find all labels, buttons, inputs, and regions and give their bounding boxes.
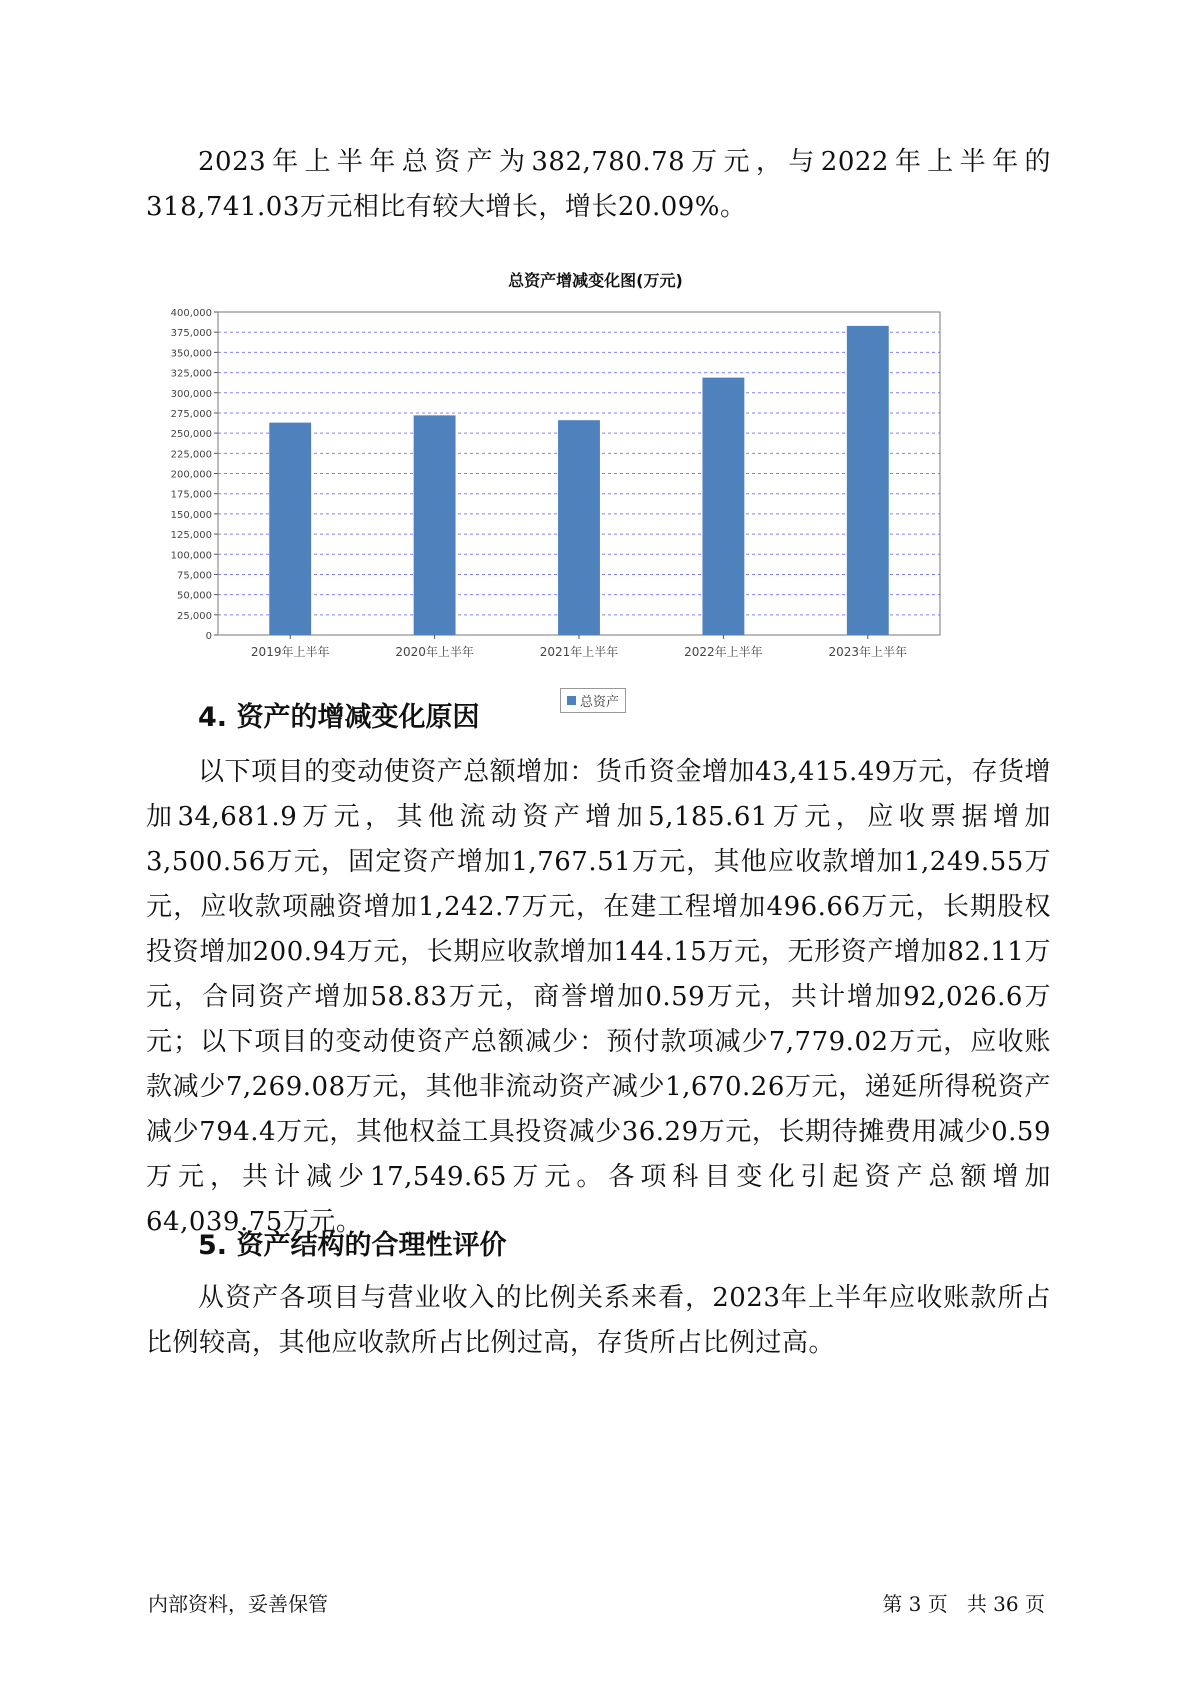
bar-5	[847, 326, 889, 635]
y-tick-label: 200,000	[170, 469, 212, 481]
bar-4	[702, 378, 744, 635]
y-tick-label: 275,000	[170, 408, 212, 420]
y-tick-label: 225,000	[170, 449, 212, 461]
bar-2	[414, 415, 456, 635]
paragraph-total-assets: 2023年上半年总资产为382,780.78万元，与2022年上半年的318,741.03万元相比有较大增长，增长20.09%。	[146, 147, 1051, 222]
chart-legend	[560, 688, 626, 713]
x-tick-label: 2019年上半年	[250, 645, 330, 659]
heading-asset-structure: 5. 资产结构的合理性评价	[198, 1230, 507, 1261]
y-tick-label: 350,000	[170, 348, 212, 360]
chart-title: 总资产增减变化图(万元)	[508, 271, 683, 290]
y-tick-label: 75,000	[177, 570, 212, 582]
y-tick-label: 175,000	[170, 489, 212, 501]
footer-confidential-note: 内部资料，妥善保管	[148, 1592, 328, 1616]
y-tick-label: 150,000	[170, 509, 212, 521]
legend-label: 总资产	[580, 695, 620, 710]
footer-page-number: 第 3 页 共 36 页	[882, 1592, 1045, 1616]
y-tick-label: 100,000	[170, 550, 212, 562]
x-tick-label: 2023年上半年	[828, 645, 908, 659]
x-tick-label: 2022年上半年	[684, 645, 763, 659]
total-assets-bar-chart	[150, 300, 950, 678]
paragraph-asset-change-reasons: 以下项目的变动使资产总额增加：货币资金增加43,415.49万元，存货增加34,681.9万元，其他流动资产增加5,185.61万元，应收票据增加3,500.56万元，固定资产增加1,767.51万元，其他应收款增加1,249.55万元，应收款项融资增加1,242.7万元，在建工程增加496.66万元，长期股权投资增加200.94万元，长期应收款增加144.15万元，无形资产增加82.11万元，合同资产增加58.83万元，商誉增加0.59万元，共计增加92,026.6万元；以下项目的变动使资产总额减少：预付款项减少7,779.02万元，应收账款减少7,269.08万元，其他非流动资产减少1,670.26万元，递延所得税资产减少794.4万元，其他权益工具投资减少36.29万元，长期待摊费用减少0.59万元，共计减少17,549.65万元。各项科目变化引起资产总额增加64,039.75万元。	[146, 757, 1051, 1237]
x-tick-label: 2020年上半年	[395, 645, 474, 659]
heading-asset-change-reasons: 4. 资产的增减变化原因	[198, 702, 480, 733]
bar-1	[269, 423, 311, 635]
y-tick-label: 300,000	[170, 388, 212, 400]
y-tick-label: 125,000	[170, 530, 212, 542]
bar-3	[558, 420, 600, 635]
y-tick-label: 50,000	[177, 590, 212, 602]
y-tick-label: 250,000	[170, 429, 212, 441]
paragraph-asset-structure: 从资产各项目与营业收入的比例关系来看，2023年上半年应收账款所占比例较高，其他应收款所占比例过高，存货所占比例过高。	[146, 1283, 1051, 1358]
x-tick-label: 2021年上半年	[539, 645, 619, 659]
y-tick-label: 400,000	[170, 308, 212, 319]
y-tick-label: 25,000	[177, 610, 212, 622]
y-tick-label: 375,000	[170, 328, 212, 340]
y-tick-label: 325,000	[170, 368, 212, 380]
legend-swatch	[567, 696, 576, 705]
y-tick-label: 0	[205, 631, 212, 642]
